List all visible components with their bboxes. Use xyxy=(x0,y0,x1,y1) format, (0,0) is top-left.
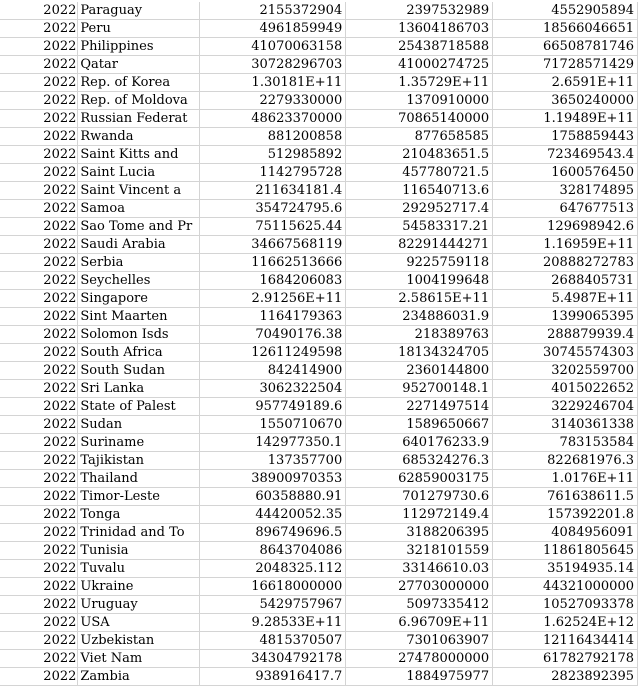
value-1-cell[interactable]: 5429757967 xyxy=(200,596,346,614)
country-cell[interactable]: Rwanda xyxy=(78,128,200,146)
value-3-cell[interactable]: 35194935.14 xyxy=(493,560,638,578)
value-2-cell[interactable]: 25438718588 xyxy=(346,38,493,56)
value-3-cell[interactable]: 11861805645 xyxy=(493,542,638,560)
value-3-cell[interactable]: 44321000000 xyxy=(493,578,638,596)
country-cell[interactable]: Viet Nam xyxy=(78,650,200,668)
value-3-cell[interactable]: 4084956091 xyxy=(493,524,638,542)
value-3-cell[interactable]: 12116434414 xyxy=(493,632,638,650)
country-cell[interactable]: Philippines xyxy=(78,38,200,56)
value-3-cell[interactable]: 761638611.5 xyxy=(493,488,638,506)
value-2-cell[interactable]: 9225759118 xyxy=(346,254,493,272)
year-cell[interactable]: 2022 xyxy=(0,182,78,200)
year-cell[interactable]: 2022 xyxy=(0,164,78,182)
table-row xyxy=(0,74,638,92)
value-2-cell[interactable]: 7301063907 xyxy=(346,632,493,650)
country-cell[interactable]: Rep. of Korea xyxy=(78,74,200,92)
value-2-cell[interactable]: 1004199648 xyxy=(346,272,493,290)
year-cell[interactable]: 2022 xyxy=(0,416,78,434)
table-row xyxy=(0,344,638,362)
year-cell[interactable]: 2022 xyxy=(0,542,78,560)
value-1-cell[interactable]: 2048325.112 xyxy=(200,560,346,578)
year-cell[interactable]: 2022 xyxy=(0,362,78,380)
value-1-cell[interactable]: 1142795728 xyxy=(200,164,346,182)
value-2-cell[interactable]: 62859003175 xyxy=(346,470,493,488)
value-3-cell[interactable]: 3229246704 xyxy=(493,398,638,416)
value-1-cell[interactable]: 34667568119 xyxy=(200,236,346,254)
table-row xyxy=(0,56,638,74)
table-row xyxy=(0,578,638,596)
value-2-cell[interactable]: 13604186703 xyxy=(346,20,493,38)
value-1-cell[interactable]: 60358880.91 xyxy=(200,488,346,506)
country-cell[interactable]: State of Palest xyxy=(78,398,200,416)
year-cell[interactable]: 2022 xyxy=(0,290,78,308)
value-2-cell[interactable]: 3188206395 xyxy=(346,524,493,542)
value-2-cell[interactable]: 952700148.1 xyxy=(346,380,493,398)
value-1-cell[interactable]: 881200858 xyxy=(200,128,346,146)
country-cell[interactable]: Uzbekistan xyxy=(78,632,200,650)
value-2-cell[interactable]: 1589650667 xyxy=(346,416,493,434)
value-1-cell[interactable]: 11662513666 xyxy=(200,254,346,272)
year-cell[interactable]: 2022 xyxy=(0,632,78,650)
value-1-cell[interactable]: 38900970353 xyxy=(200,470,346,488)
country-cell[interactable]: Saint Kitts and xyxy=(78,146,200,164)
value-3-cell[interactable]: 1.16959E+11 xyxy=(493,236,638,254)
value-3-cell[interactable]: 2.6591E+11 xyxy=(493,74,638,92)
table-row xyxy=(0,182,638,200)
country-cell[interactable]: South Sudan xyxy=(78,362,200,380)
value-1-cell[interactable]: 9.28533E+11 xyxy=(200,614,346,632)
country-cell[interactable]: Saudi Arabia xyxy=(78,236,200,254)
value-3-cell[interactable]: 20888272783 xyxy=(493,254,638,272)
country-cell[interactable]: Thailand xyxy=(78,470,200,488)
value-2-cell[interactable]: 33146610.03 xyxy=(346,560,493,578)
value-2-cell[interactable]: 292952717.4 xyxy=(346,200,493,218)
value-2-cell[interactable]: 41000274725 xyxy=(346,56,493,74)
value-2-cell[interactable]: 5097335412 xyxy=(346,596,493,614)
value-2-cell[interactable]: 2.58615E+11 xyxy=(346,290,493,308)
value-3-cell[interactable]: 1758859443 xyxy=(493,128,638,146)
country-cell[interactable]: Peru xyxy=(78,20,200,38)
year-cell[interactable]: 2022 xyxy=(0,74,78,92)
value-1-cell[interactable]: 2279330000 xyxy=(200,92,346,110)
value-2-cell[interactable]: 3218101559 xyxy=(346,542,493,560)
table-row xyxy=(0,326,638,344)
value-1-cell[interactable]: 4961859949 xyxy=(200,20,346,38)
value-3-cell[interactable]: 66508781746 xyxy=(493,38,638,56)
spreadsheet-grid xyxy=(0,2,638,686)
year-cell[interactable]: 2022 xyxy=(0,146,78,164)
value-2-cell[interactable]: 70865140000 xyxy=(346,110,493,128)
table-row xyxy=(0,560,638,578)
table-row xyxy=(0,200,638,218)
year-cell[interactable]: 2022 xyxy=(0,218,78,236)
year-cell[interactable]: 2022 xyxy=(0,92,78,110)
table-row xyxy=(0,398,638,416)
value-3-cell[interactable]: 157392201.8 xyxy=(493,506,638,524)
country-cell[interactable]: Zambia xyxy=(78,668,200,686)
value-2-cell[interactable]: 1370910000 xyxy=(346,92,493,110)
value-1-cell[interactable]: 3062322504 xyxy=(200,380,346,398)
year-cell[interactable]: 2022 xyxy=(0,272,78,290)
country-cell[interactable]: Suriname xyxy=(78,434,200,452)
year-cell[interactable]: 2022 xyxy=(0,56,78,74)
value-3-cell[interactable]: 328174895 xyxy=(493,182,638,200)
year-cell[interactable]: 2022 xyxy=(0,128,78,146)
value-2-cell[interactable]: 2271497514 xyxy=(346,398,493,416)
table-row xyxy=(0,272,638,290)
value-3-cell[interactable]: 3202559700 xyxy=(493,362,638,380)
year-cell[interactable]: 2022 xyxy=(0,470,78,488)
value-1-cell[interactable]: 16618000000 xyxy=(200,578,346,596)
value-3-cell[interactable]: 10527093378 xyxy=(493,596,638,614)
country-cell[interactable]: Trinidad and To xyxy=(78,524,200,542)
year-cell[interactable]: 2022 xyxy=(0,488,78,506)
table-row xyxy=(0,308,638,326)
country-cell[interactable]: Rep. of Moldova xyxy=(78,92,200,110)
value-1-cell[interactable]: 896749696.5 xyxy=(200,524,346,542)
value-2-cell[interactable]: 27478000000 xyxy=(346,650,493,668)
value-1-cell[interactable]: 1550710670 xyxy=(200,416,346,434)
country-cell[interactable]: Sao Tome and Pr xyxy=(78,218,200,236)
value-2-cell[interactable]: 27703000000 xyxy=(346,578,493,596)
value-1-cell[interactable]: 44420052.35 xyxy=(200,506,346,524)
value-1-cell[interactable]: 12611249598 xyxy=(200,344,346,362)
table-row xyxy=(0,434,638,452)
country-cell[interactable]: Sint Maarten xyxy=(78,308,200,326)
value-3-cell[interactable]: 1.62524E+12 xyxy=(493,614,638,632)
year-cell[interactable]: 2022 xyxy=(0,200,78,218)
table-row xyxy=(0,110,638,128)
value-3-cell[interactable]: 3140361338 xyxy=(493,416,638,434)
table-row xyxy=(0,20,638,38)
country-cell[interactable]: Timor-Leste xyxy=(78,488,200,506)
table-row xyxy=(0,380,638,398)
country-cell[interactable]: Saint Lucia xyxy=(78,164,200,182)
value-3-cell[interactable]: 4552905894 xyxy=(493,2,638,20)
table-row xyxy=(0,218,638,236)
value-3-cell[interactable]: 783153584 xyxy=(493,434,638,452)
table-row xyxy=(0,650,638,668)
table-row xyxy=(0,290,638,308)
year-cell[interactable]: 2022 xyxy=(0,254,78,272)
country-cell[interactable]: Tunisia xyxy=(78,542,200,560)
country-cell[interactable]: Sudan xyxy=(78,416,200,434)
year-cell[interactable]: 2022 xyxy=(0,578,78,596)
country-cell[interactable]: Samoa xyxy=(78,200,200,218)
table-row xyxy=(0,362,638,380)
value-1-cell[interactable]: 41070063158 xyxy=(200,38,346,56)
year-cell[interactable]: 2022 xyxy=(0,2,78,20)
table-row xyxy=(0,254,638,272)
country-cell[interactable]: Solomon Isds xyxy=(78,326,200,344)
country-cell[interactable]: Uruguay xyxy=(78,596,200,614)
table-row xyxy=(0,632,638,650)
value-3-cell[interactable]: 18566046651 xyxy=(493,20,638,38)
value-3-cell[interactable]: 288879939.4 xyxy=(493,326,638,344)
value-1-cell[interactable]: 137357700 xyxy=(200,452,346,470)
year-cell[interactable]: 2022 xyxy=(0,596,78,614)
table-row xyxy=(0,524,638,542)
year-cell[interactable]: 2022 xyxy=(0,668,78,686)
table-row xyxy=(0,416,638,434)
year-cell[interactable]: 2022 xyxy=(0,38,78,56)
table-row xyxy=(0,452,638,470)
country-cell[interactable]: Sri Lanka xyxy=(78,380,200,398)
value-2-cell[interactable]: 116540713.6 xyxy=(346,182,493,200)
table-row xyxy=(0,596,638,614)
value-1-cell[interactable]: 211634181.4 xyxy=(200,182,346,200)
country-cell[interactable]: Ukraine xyxy=(78,578,200,596)
value-3-cell[interactable]: 5.4987E+11 xyxy=(493,290,638,308)
value-2-cell[interactable]: 877658585 xyxy=(346,128,493,146)
value-1-cell[interactable]: 842414900 xyxy=(200,362,346,380)
year-cell[interactable]: 2022 xyxy=(0,236,78,254)
value-2-cell[interactable]: 640176233.9 xyxy=(346,434,493,452)
value-3-cell[interactable]: 1600576450 xyxy=(493,164,638,182)
value-1-cell[interactable]: 142977350.1 xyxy=(200,434,346,452)
value-1-cell[interactable]: 70490176.38 xyxy=(200,326,346,344)
value-3-cell[interactable]: 2823892395 xyxy=(493,668,638,686)
value-1-cell[interactable]: 512985892 xyxy=(200,146,346,164)
value-1-cell[interactable]: 2155372904 xyxy=(200,2,346,20)
year-cell[interactable]: 2022 xyxy=(0,20,78,38)
country-cell[interactable]: Saint Vincent a xyxy=(78,182,200,200)
value-1-cell[interactable]: 30728296703 xyxy=(200,56,346,74)
value-3-cell[interactable]: 2688405731 xyxy=(493,272,638,290)
value-3-cell[interactable]: 1.0176E+11 xyxy=(493,470,638,488)
value-2-cell[interactable]: 2397532989 xyxy=(346,2,493,20)
value-3-cell[interactable]: 30745574303 xyxy=(493,344,638,362)
table-row xyxy=(0,164,638,182)
country-cell[interactable]: Seychelles xyxy=(78,272,200,290)
value-3-cell[interactable]: 71728571429 xyxy=(493,56,638,74)
value-2-cell[interactable]: 701279730.6 xyxy=(346,488,493,506)
value-3-cell[interactable]: 723469543.4 xyxy=(493,146,638,164)
table-row xyxy=(0,506,638,524)
table-row xyxy=(0,146,638,164)
table-row xyxy=(0,668,638,686)
country-cell[interactable]: Singapore xyxy=(78,290,200,308)
country-cell[interactable]: Tuvalu xyxy=(78,560,200,578)
value-1-cell[interactable]: 75115625.44 xyxy=(200,218,346,236)
value-3-cell[interactable]: 3650240000 xyxy=(493,92,638,110)
value-1-cell[interactable]: 957749189.6 xyxy=(200,398,346,416)
year-cell[interactable]: 2022 xyxy=(0,326,78,344)
value-2-cell[interactable]: 112972149.4 xyxy=(346,506,493,524)
value-1-cell[interactable]: 1.30181E+11 xyxy=(200,74,346,92)
value-2-cell[interactable]: 210483651.5 xyxy=(346,146,493,164)
value-1-cell[interactable]: 1684206083 xyxy=(200,272,346,290)
year-cell[interactable]: 2022 xyxy=(0,380,78,398)
value-3-cell[interactable]: 129698942.6 xyxy=(493,218,638,236)
table-row xyxy=(0,470,638,488)
value-2-cell[interactable]: 218389763 xyxy=(346,326,493,344)
value-3-cell[interactable]: 61782792178 xyxy=(493,650,638,668)
value-1-cell[interactable]: 2.91256E+11 xyxy=(200,290,346,308)
value-1-cell[interactable]: 1164179363 xyxy=(200,308,346,326)
country-cell[interactable]: South Africa xyxy=(78,344,200,362)
year-cell[interactable]: 2022 xyxy=(0,614,78,632)
year-cell[interactable]: 2022 xyxy=(0,308,78,326)
year-cell[interactable]: 2022 xyxy=(0,344,78,362)
value-3-cell[interactable]: 647677513 xyxy=(493,200,638,218)
table-row xyxy=(0,92,638,110)
year-cell[interactable]: 2022 xyxy=(0,434,78,452)
value-1-cell[interactable]: 48623370000 xyxy=(200,110,346,128)
year-cell[interactable]: 2022 xyxy=(0,110,78,128)
year-cell[interactable]: 2022 xyxy=(0,506,78,524)
value-2-cell[interactable]: 1.35729E+11 xyxy=(346,74,493,92)
country-cell[interactable]: Tajikistan xyxy=(78,452,200,470)
value-3-cell[interactable]: 1399065395 xyxy=(493,308,638,326)
country-cell[interactable]: Qatar xyxy=(78,56,200,74)
country-cell[interactable]: USA xyxy=(78,614,200,632)
value-2-cell[interactable]: 6.96709E+11 xyxy=(346,614,493,632)
value-1-cell[interactable]: 4815370507 xyxy=(200,632,346,650)
table-row xyxy=(0,542,638,560)
spreadsheet-body xyxy=(0,2,638,686)
table-row xyxy=(0,614,638,632)
value-2-cell[interactable]: 457780721.5 xyxy=(346,164,493,182)
value-2-cell[interactable]: 18134324705 xyxy=(346,344,493,362)
value-2-cell[interactable]: 54583317.21 xyxy=(346,218,493,236)
value-1-cell[interactable]: 354724795.6 xyxy=(200,200,346,218)
table-row xyxy=(0,2,638,20)
value-2-cell[interactable]: 1884975977 xyxy=(346,668,493,686)
year-cell[interactable]: 2022 xyxy=(0,650,78,668)
year-cell[interactable]: 2022 xyxy=(0,398,78,416)
country-cell[interactable]: Russian Federat xyxy=(78,110,200,128)
country-cell[interactable]: Serbia xyxy=(78,254,200,272)
value-3-cell[interactable]: 4015022652 xyxy=(493,380,638,398)
value-2-cell[interactable]: 234886031.9 xyxy=(346,308,493,326)
value-1-cell[interactable]: 938916417.7 xyxy=(200,668,346,686)
value-3-cell[interactable]: 822681976.3 xyxy=(493,452,638,470)
value-2-cell[interactable]: 685324276.3 xyxy=(346,452,493,470)
table-row xyxy=(0,488,638,506)
table-row xyxy=(0,236,638,254)
value-3-cell[interactable]: 1.19489E+11 xyxy=(493,110,638,128)
value-2-cell[interactable]: 2360144800 xyxy=(346,362,493,380)
table-row xyxy=(0,38,638,56)
year-cell[interactable]: 2022 xyxy=(0,524,78,542)
value-2-cell[interactable]: 82291444271 xyxy=(346,236,493,254)
value-1-cell[interactable]: 8643704086 xyxy=(200,542,346,560)
country-cell[interactable]: Paraguay xyxy=(78,2,200,20)
year-cell[interactable]: 2022 xyxy=(0,452,78,470)
country-cell[interactable]: Tonga xyxy=(78,506,200,524)
value-1-cell[interactable]: 34304792178 xyxy=(200,650,346,668)
year-cell[interactable]: 2022 xyxy=(0,560,78,578)
table-row xyxy=(0,128,638,146)
